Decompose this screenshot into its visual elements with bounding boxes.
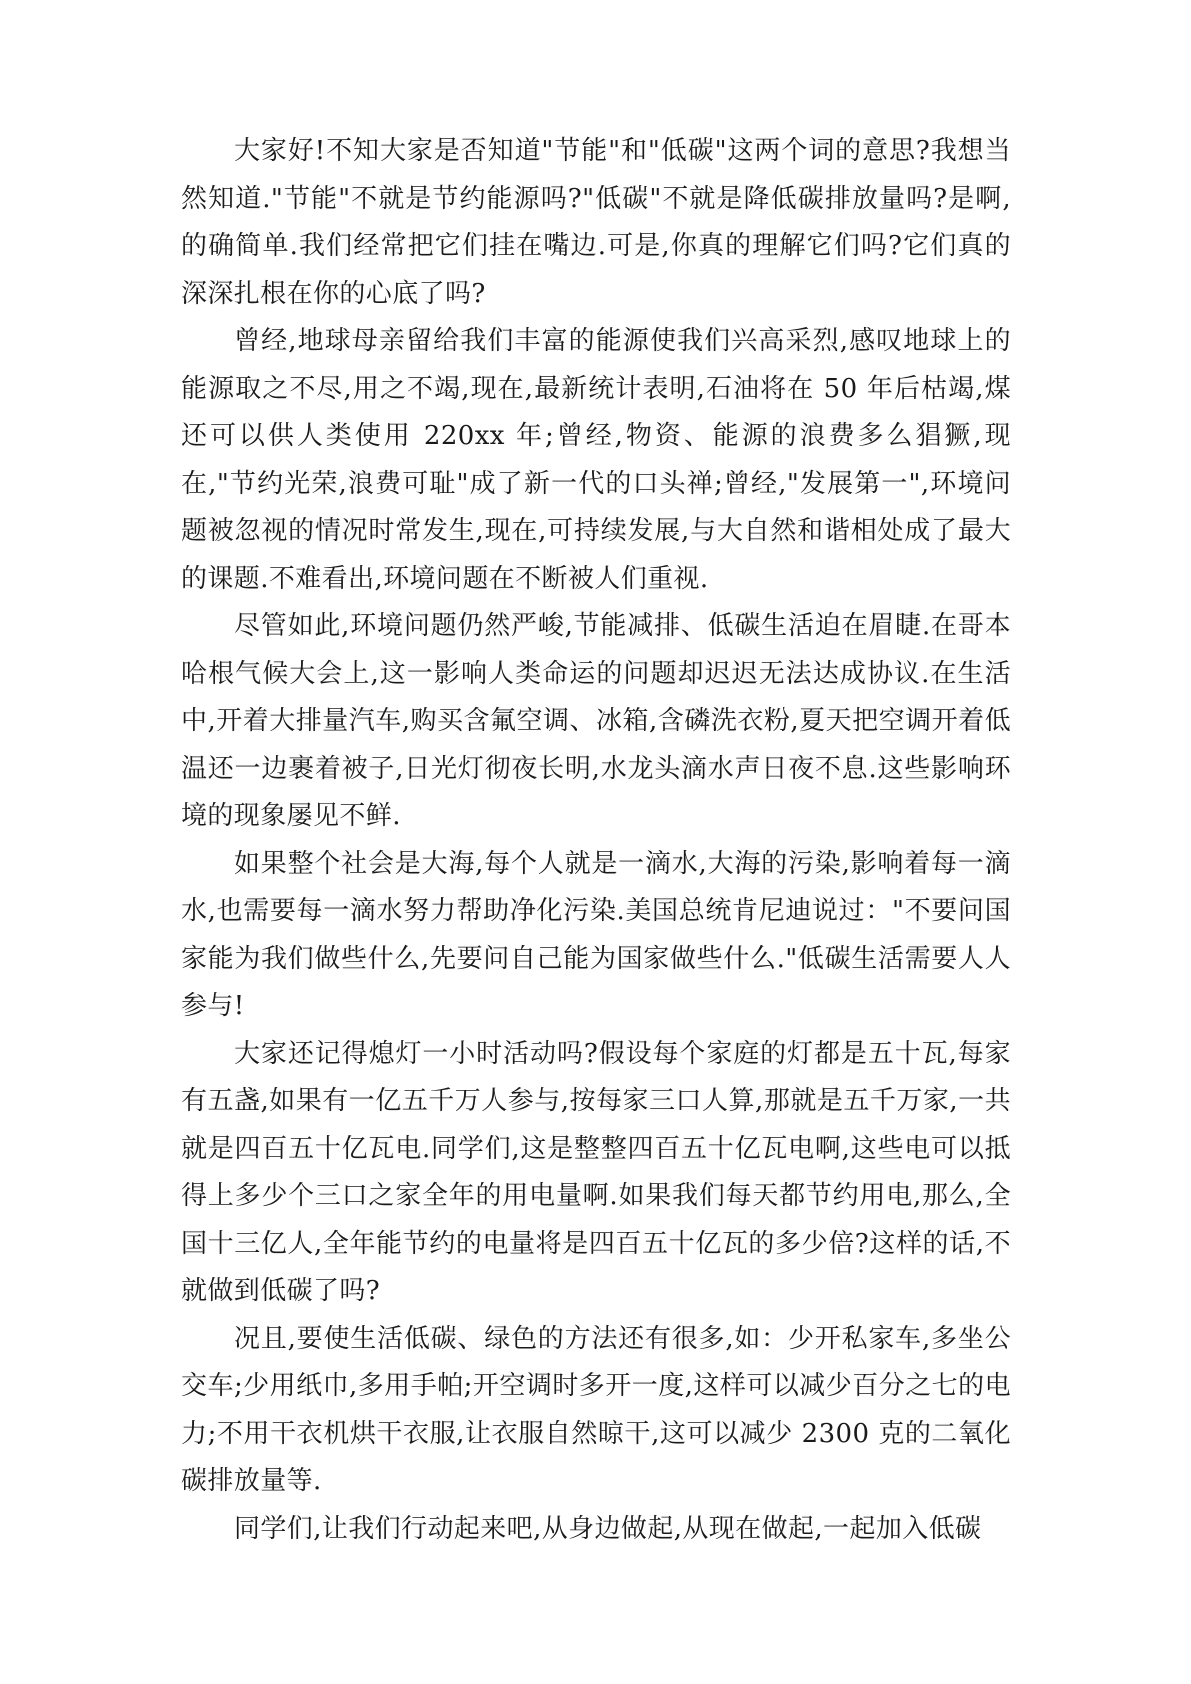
paragraph-3: 尽管如此,环境问题仍然严峻,节能减排、低碳生活迫在眉睫.在哥本哈根气候大会上,这一影响人类命运的问题却迟迟无法达成协议.在生活中,开着大排量汽车,购买含氟空调、冰箱,含磷洗衣粉,夏天把空调开着低温还一边裹着被子,日光灯彻夜长明,水龙头滴水声日夜不息.这些影响环境的现象屡见不鲜. [181,611,1011,831]
document-body [181,128,1011,1553]
paragraph-7: 同学们,让我们行动起来吧,从身边做起,从现在做起,一起加入低碳 [234,1513,982,1544]
paragraph-4: 如果整个社会是大海,每个人就是一滴水,大海的污染,影响着每一滴水,也需要每一滴水努力帮助净化污染.美国总统肯尼迪说过："不要问国家能为我们做些什么,先要问自己能为国家做些什么."低碳生活需要人人参与! [181,848,1011,1021]
paragraph-5: 大家还记得熄灯一小时活动吗?假设每个家庭的灯都是五十瓦,每家有五盏,如果有一亿五千万人参与,按每家三口人算,那就是五千万家,一共就是四百五十亿瓦电.同学们,这是整整四百五十亿瓦电啊,这些电可以抵得上多少个三口之家全年的用电量啊.如果我们每天都节约用电,那么,全国十三亿人,全年能节约的电量将是四百五十亿瓦的多少倍?这样的话,不就做到低碳了吗? [181,1038,1011,1306]
paragraph-2: 曾经,地球母亲留给我们丰富的能源使我们兴高采烈,感叹地球上的能源取之不尽,用之不竭,现在,最新统计表明,石油将在 50 年后枯竭,煤还可以供人类使用 220xx 年;曾经,物资、能源的浪费多么猖獗,现在,"节约光荣,浪费可耻"成了新一代的口头禅;曾经,"发展第一",环境问题被忽视的情况时常发生,现在,可持续发展,与大自然和谐相处成了最大的课题.不难看出,环境问题在不断被人们重视. [181,326,1011,594]
paragraph-6: 况且,要使生活低碳、绿色的方法还有很多,如：少开私家车,多坐公交车;少用纸巾,多用手帕;开空调时多开一度,这样可以减少百分之七的电力;不用干衣机烘干衣服,让衣服自然晾干,这可以减少 2300 克的二氧化碳排放量等. [181,1323,1011,1496]
paragraph-1: 大家好!不知大家是否知道"节能"和"低碳"这两个词的意思?我想当然知道."节能"不就是节约能源吗?"低碳"不就是降低碳排放量吗?是啊,的确简单.我们经常把它们挂在嘴边.可是,你真的理解它们吗?它们真的深深扎根在你的心底了吗? [181,136,1011,309]
